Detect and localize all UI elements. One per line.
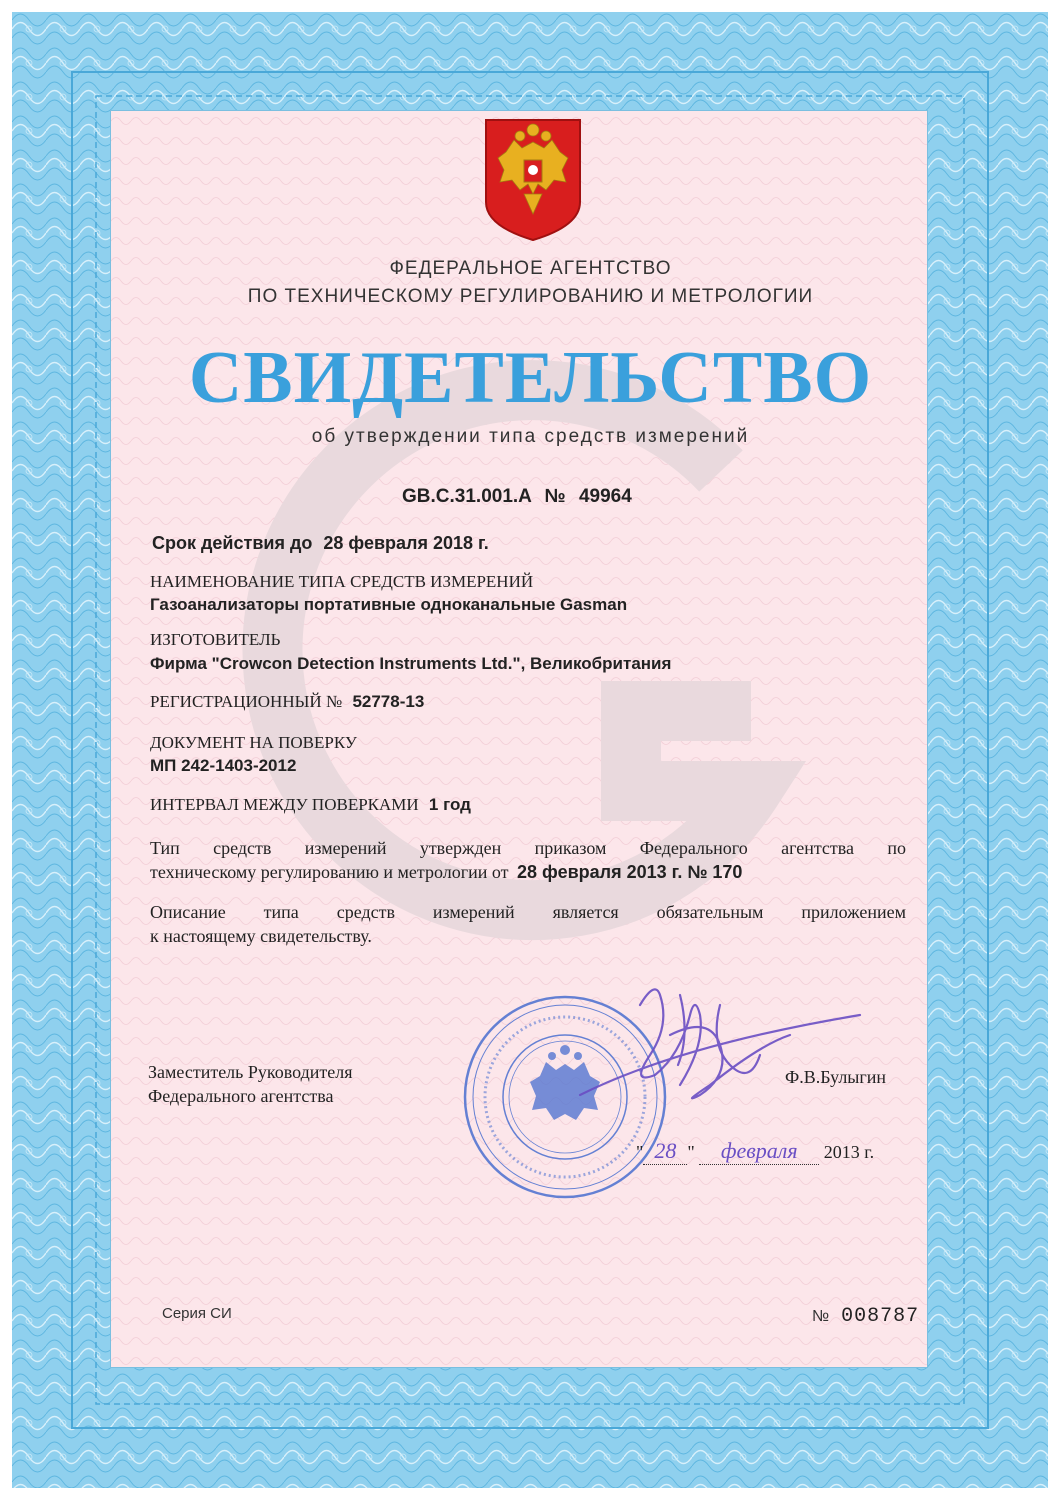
certificate-code: GB.C.31.001.A <box>402 486 532 507</box>
order-text-line1: Тип средств измерений утвержден приказом Федерального агентства по <box>150 838 906 858</box>
date-day: 28 <box>643 1138 687 1165</box>
date-open-quote: " <box>636 1142 644 1162</box>
certificate-number: 49964 <box>578 486 632 507</box>
validity-value: 28 февраля 2018 г. <box>323 533 489 553</box>
blank-number: 008787 <box>841 1305 920 1328</box>
coat-of-arms-emblem <box>484 118 582 242</box>
order-text-line2 <box>150 862 742 883</box>
type-name-label: НАИМЕНОВАНИЕ ТИПА СРЕДСТВ ИЗМЕРЕНИЙ <box>150 572 534 591</box>
interval-label: ИНТЕРВАЛ МЕЖДУ ПОВЕРКАМИ <box>150 795 419 814</box>
number-sign: № <box>544 486 566 507</box>
series-label: Серия СИ <box>162 1305 232 1322</box>
interval-line <box>150 795 471 815</box>
registration-line <box>150 692 424 712</box>
validity-line <box>152 533 489 554</box>
type-name-value: Газоанализаторы портативные одноканальные Gasman <box>150 595 628 614</box>
date-month: февраля <box>699 1138 819 1165</box>
signatory-name: Ф.В.Булыгин <box>785 1067 887 1087</box>
signatory-position-line1: Заместитель Руководителя <box>148 1062 353 1082</box>
interval-value: 1 год <box>428 795 471 814</box>
signatory-position-line2: Федерального агентства <box>148 1086 334 1106</box>
description-text-line2: к настоящему свидетельству. <box>150 926 372 946</box>
date-close-quote: " <box>687 1142 695 1162</box>
document-title: СВИДЕТЕЛЬСТВО <box>188 337 873 419</box>
blank-number-line <box>812 1305 919 1328</box>
agency-name-line2: ПО ТЕХНИЧЕСКОМУ РЕГУЛИРОВАНИЮ И МЕТРОЛОГИИ <box>247 286 814 307</box>
validity-label: Срок действия до <box>152 533 313 553</box>
handwritten-signature <box>560 975 890 1125</box>
description-text-line1: Описание типа средств измерений является обязательным приложением <box>150 902 906 922</box>
certificate-number-line <box>402 486 632 508</box>
order-date: 28 февраля 2013 г. № 170 <box>517 862 743 882</box>
blank-number-sign: № <box>812 1308 830 1325</box>
signature-date-line <box>636 1138 874 1165</box>
agency-name-line1: ФЕДЕРАЛЬНОЕ АГЕНТСТВО <box>389 258 672 279</box>
verification-doc-label: ДОКУМЕНТ НА ПОВЕРКУ <box>150 733 357 752</box>
registration-value: 52778-13 <box>352 692 425 711</box>
document-subtitle: об утверждении типа средств измерений <box>311 426 750 447</box>
order-text-prefix: техническому регулированию и метрологии от <box>150 862 509 882</box>
manufacturer-label: ИЗГОТОВИТЕЛЬ <box>150 630 281 649</box>
registration-label: РЕГИСТРАЦИОННЫЙ № <box>150 692 343 711</box>
date-year: 2013 г. <box>823 1142 875 1162</box>
verification-doc-value: МП 242-1403-2012 <box>150 756 297 775</box>
manufacturer-value: Фирма "Crowcon Detection Instruments Ltd.", Великобритания <box>150 654 672 673</box>
